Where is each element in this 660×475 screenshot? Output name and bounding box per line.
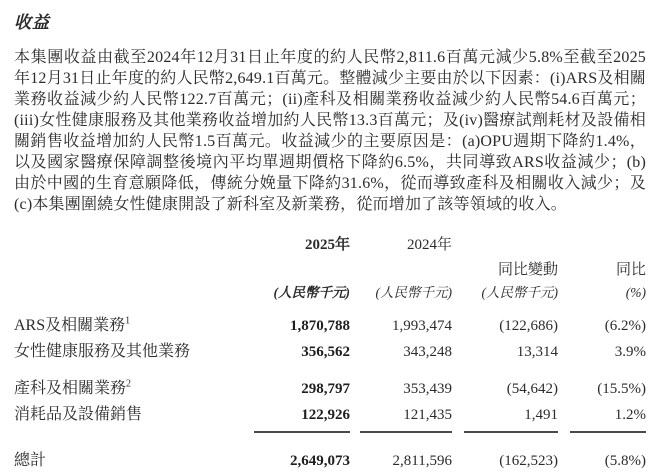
value-2025: 2,649,073	[254, 448, 350, 475]
value-2025: 298,797	[301, 381, 350, 397]
header-year-2025: 2025年	[304, 237, 350, 253]
table-row-womens-health	[14, 339, 646, 365]
table-header-units	[14, 279, 646, 301]
value-change: 13,314	[516, 344, 558, 360]
value-2024: 1,993,474	[392, 318, 452, 334]
row-label	[14, 448, 254, 474]
table-row-obstetrics	[14, 376, 646, 402]
row-label-text: ARS及相關業務	[14, 317, 126, 334]
row-label-text: 消耗品及設備銷售	[14, 406, 143, 423]
row-label	[14, 313, 254, 339]
value-pct: (6.2%)	[604, 318, 646, 334]
table-row-consumables	[14, 402, 646, 433]
row-label	[14, 402, 254, 428]
value-2024: 121,435	[360, 402, 452, 433]
value-2025: 1,870,788	[290, 318, 350, 334]
value-change: (54,642)	[506, 381, 558, 397]
header-yoy-change: 同比變動	[497, 262, 558, 278]
header-year-2024: 2024年	[406, 237, 452, 253]
table-row-ars	[14, 313, 646, 339]
value-2024: 343,248	[403, 344, 452, 360]
row-label-text: 女性健康服務及其他業務	[14, 343, 191, 360]
table-row-total	[14, 448, 646, 475]
row-label-text: 產科及相關業務	[14, 380, 127, 397]
row-label	[14, 376, 254, 402]
value-pct: (5.8%)	[570, 448, 646, 475]
section-title: 收益	[14, 13, 50, 32]
header-unit-2024: (人民幣千元)	[375, 285, 452, 300]
value-2025: 356,562	[301, 344, 350, 360]
revenue-table	[14, 233, 646, 475]
value-change: (162,523)	[464, 448, 558, 475]
row-label-text: 總計	[14, 452, 47, 469]
value-2024: 2,811,596	[360, 448, 452, 475]
table-header-yoy	[14, 255, 646, 279]
header-unit-2025: (人民幣千元)	[273, 285, 350, 300]
value-pct: 3.9%	[614, 344, 646, 360]
value-2024: 353,439	[403, 381, 452, 397]
value-change: (122,686)	[499, 318, 558, 334]
value-pct: 1.2%	[570, 402, 646, 433]
footnote-marker: 2	[126, 378, 132, 390]
value-pct: (15.5%)	[597, 381, 646, 397]
footnote-marker: 1	[125, 315, 131, 327]
table-header-years	[14, 233, 646, 255]
header-unit-percent: (%)	[625, 285, 646, 300]
value-2025: 122,926	[254, 402, 350, 433]
header-unit-change: (人民幣千元)	[481, 285, 558, 300]
revenue-paragraph: 本集團收益由截至2024年12月31日止年度的約人民幣2,811.6百萬元減少5.8%至截至2025年12月31日止年度的約人民幣2,649.1百萬元。整體減少主要由於以下因素：(i)ARS及相關業務收益減少約人民幣122.7百萬元；(ii)產科及相關業務收益減少約人民幣54.6百萬元；(iii)女性健康服務及其他業務收益增加約人民幣13.3百萬元；及(iv)醫療試劑耗材及設備相關銷售收益增加約人民幣1.5百萬元。收益減少的主要原因是：(a)OPU週期下降約1.4%，以及國家醫療保障調整後境內平均單週期價格下降約6.5%，共同導致ARS收益減少；(b)由於中國的生育意願降低，傳統分娩量下降約31.6%，從而導致產科及相關收入減少；及(c)本集團圍繞女性健康開設了新科室及新業務，從而增加了該等領域的收入。	[14, 49, 646, 213]
value-change: 1,491	[464, 402, 558, 433]
header-yoy: 同比	[615, 262, 646, 278]
row-label	[14, 339, 254, 365]
